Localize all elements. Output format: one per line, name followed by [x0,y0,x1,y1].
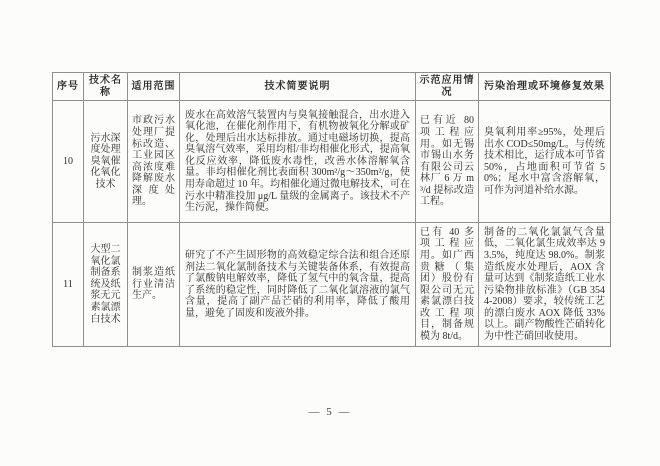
col-header-description: 技术简要说明 [180,73,416,101]
col-header-scope: 适用范围 [128,73,180,101]
cell-application: 已有 40 多项工程应用。如广西贵糖（集团）股份有限公司无元素氯漂白技改工程项目，制备规模为 8t/d。 [416,223,479,347]
col-header-application: 示范应用情况 [416,73,479,101]
cell-description: 研究了不产生固形物的高效稳定综合法和组合还原剂法二氧化氯制备技术与关键装备体系，有效提高了氯酸钠电解效率，降低了氢气中的氧含量，提高了系统的稳定性，同时降低了二氧化氯溶液的氯气含量，提高了副产品芒硝的利用率，降低了酸用量，避免了固废和废液外排。 [180,223,416,347]
cell-description: 废水在高效溶气装置内与臭氧接触混合，出水进入氧化池，在催化剂作用下，有机物被氧化分解或矿化，处理后出水达标排放。通过电磁场切换，提高臭氧溶气效率，采用均相/非均相催化形式，提高氧化反应效率，降低废水毒性，改善水体溶解氧含量。非均相催化剂比表面积 300m²/g～350m²/g，使用寿命超过 10 年。均相催化通过微电解技术，可在污水中精准投加 μg/L 量级的金属离子。该技术不产生污泥，操作简便。 [180,101,416,223]
cell-serial-number: 10 [53,101,84,223]
col-header-tech-name: 技术名称 [84,73,128,101]
cell-scope: 制浆造纸行业清洁生产。 [128,223,180,347]
cell-scope: 市政污水处理厂提标改造、工业园区高浓度难降解废水深度处理。 [128,101,180,223]
table-header-row [53,73,611,101]
col-header-serial-number: 序号 [53,73,84,101]
technology-table [52,72,611,347]
table-row [53,223,611,347]
cell-tech-name: 污水深度处理臭氧催化氧化技术 [84,101,128,223]
cell-serial-number: 11 [53,223,84,347]
table-row [53,101,611,223]
cell-effect: 制备的二氧化氯氯气含量低，二氧化氯生成效率达 93.5%，纯度达 98.0%。制浆造纸废水处理后，AOX 含量可达到《制浆造纸工业水污染物排放标准》（GB 3544-2008）要求，较传统工艺的漂白废水 AOX 降低 33%以上。副产物酸性芒硝转化为中性芒硝回收使用。 [479,223,611,347]
col-header-effect: 污染治理或环境修复效果 [479,73,611,101]
cell-tech-name: 大型二氧化氯制备系统及纸浆无元素氯漂白技术 [84,223,128,347]
cell-effect: 臭氧利用率≥95%，处理后出水 COD≤50mg/L。与传统技术相比，运行成本可节省 50%，占地面积可节省 50%；尾水中富含溶解氧，可作为河道补给水源。 [479,101,611,223]
cell-application: 已有近 80 项工程应用。如无锡市锡山水务有限公司云林厂 6 万 m³/d 提标改造工程。 [416,101,479,223]
page-number: — 5 — [308,406,352,418]
